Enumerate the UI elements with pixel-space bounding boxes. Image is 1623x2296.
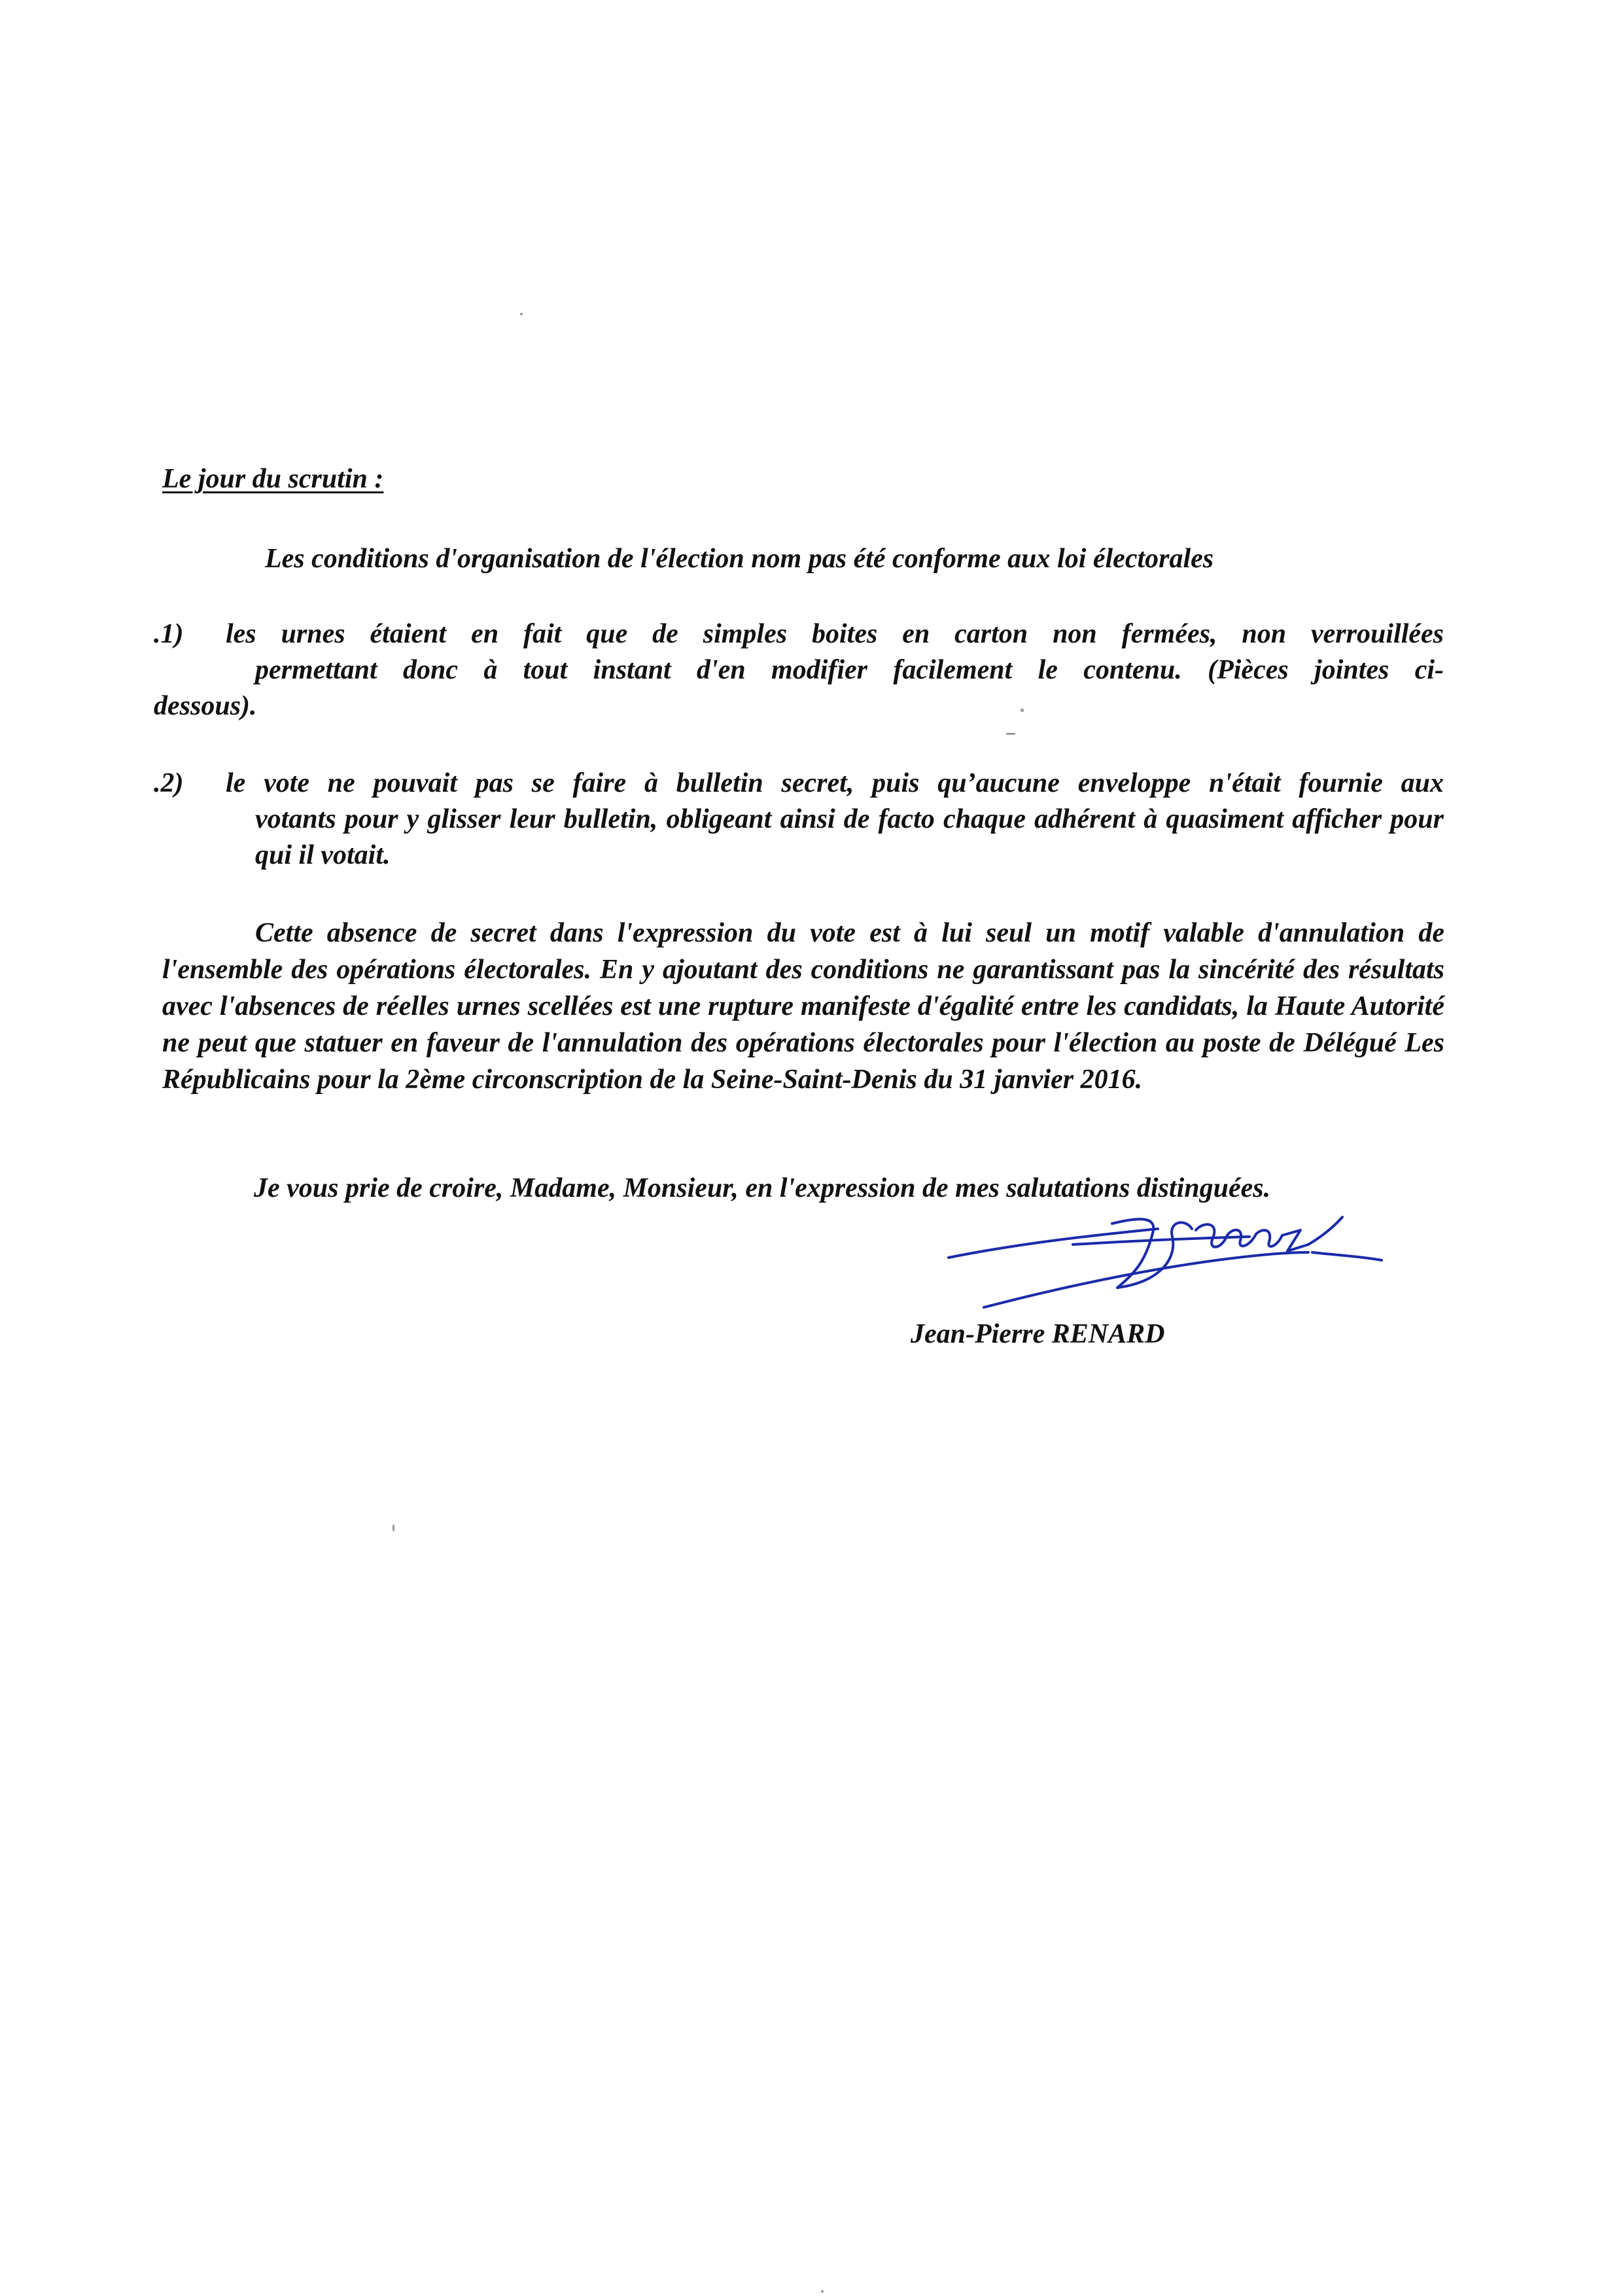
list-item-continuation: votants pour y glisser leur bulletin, obligeant ainsi de facto chaque adhérent à quasiment afficher pour qui il votait. bbox=[255, 804, 1444, 870]
section-heading: Le jour du scrutin : bbox=[162, 464, 384, 494]
signer-name: Jean-Pierre RENARD bbox=[911, 1319, 1165, 1349]
list-item bbox=[154, 766, 1444, 874]
scan-speck bbox=[393, 1525, 394, 1531]
list-item-tail: dessous). bbox=[154, 691, 257, 721]
body-paragraph: Cette absence de secret dans l'expression du vote est à lui seul un motif valable d'annulation de l'ensemble des opérations électorales. En y ajoutant des conditions ne garantissant pas la sincérité des résultats avec l'absences de réelles urnes scellées est une rupture manifeste d'égalité entre les candidats, la Haute Autorité ne peut que statuer en faveur de l'annulation des opérations électorales pour l'élection au poste de Délégué Les Républicains pour la 2ème circonscription de la Seine-Saint-Denis du 31 janvier 2016. bbox=[162, 918, 1444, 1095]
scan-speck bbox=[520, 313, 523, 315]
handwritten-signature-icon bbox=[942, 1197, 1387, 1322]
scan-speck bbox=[1021, 709, 1024, 712]
list-item bbox=[154, 616, 1444, 724]
list-item-continuation: permettant donc à tout instant d'en modifier facilement le contenu. (Pièces jointes ci- bbox=[255, 655, 1444, 685]
closing-salutation: Je vous prie de croire, Madame, Monsieur, en l'expression de mes salutations distinguées. bbox=[254, 1173, 1271, 1203]
scan-speck bbox=[821, 2290, 824, 2293]
intro-sentence: Les conditions d'organisation de l'élection nom pas été conforme aux loi électorales bbox=[265, 544, 1214, 574]
list-item-first-line: les urnes étaient en fait que de simples boites en carton non fermées, non verrouillées bbox=[226, 619, 1444, 649]
scan-speck bbox=[1006, 733, 1015, 735]
list-item-number: .1) bbox=[154, 619, 184, 649]
list-item-number: .2) bbox=[154, 768, 184, 798]
list-item-first-line: le vote ne pouvait pas se faire à bulletin secret, puis qu’aucune enveloppe n'était fournie aux bbox=[226, 768, 1444, 798]
